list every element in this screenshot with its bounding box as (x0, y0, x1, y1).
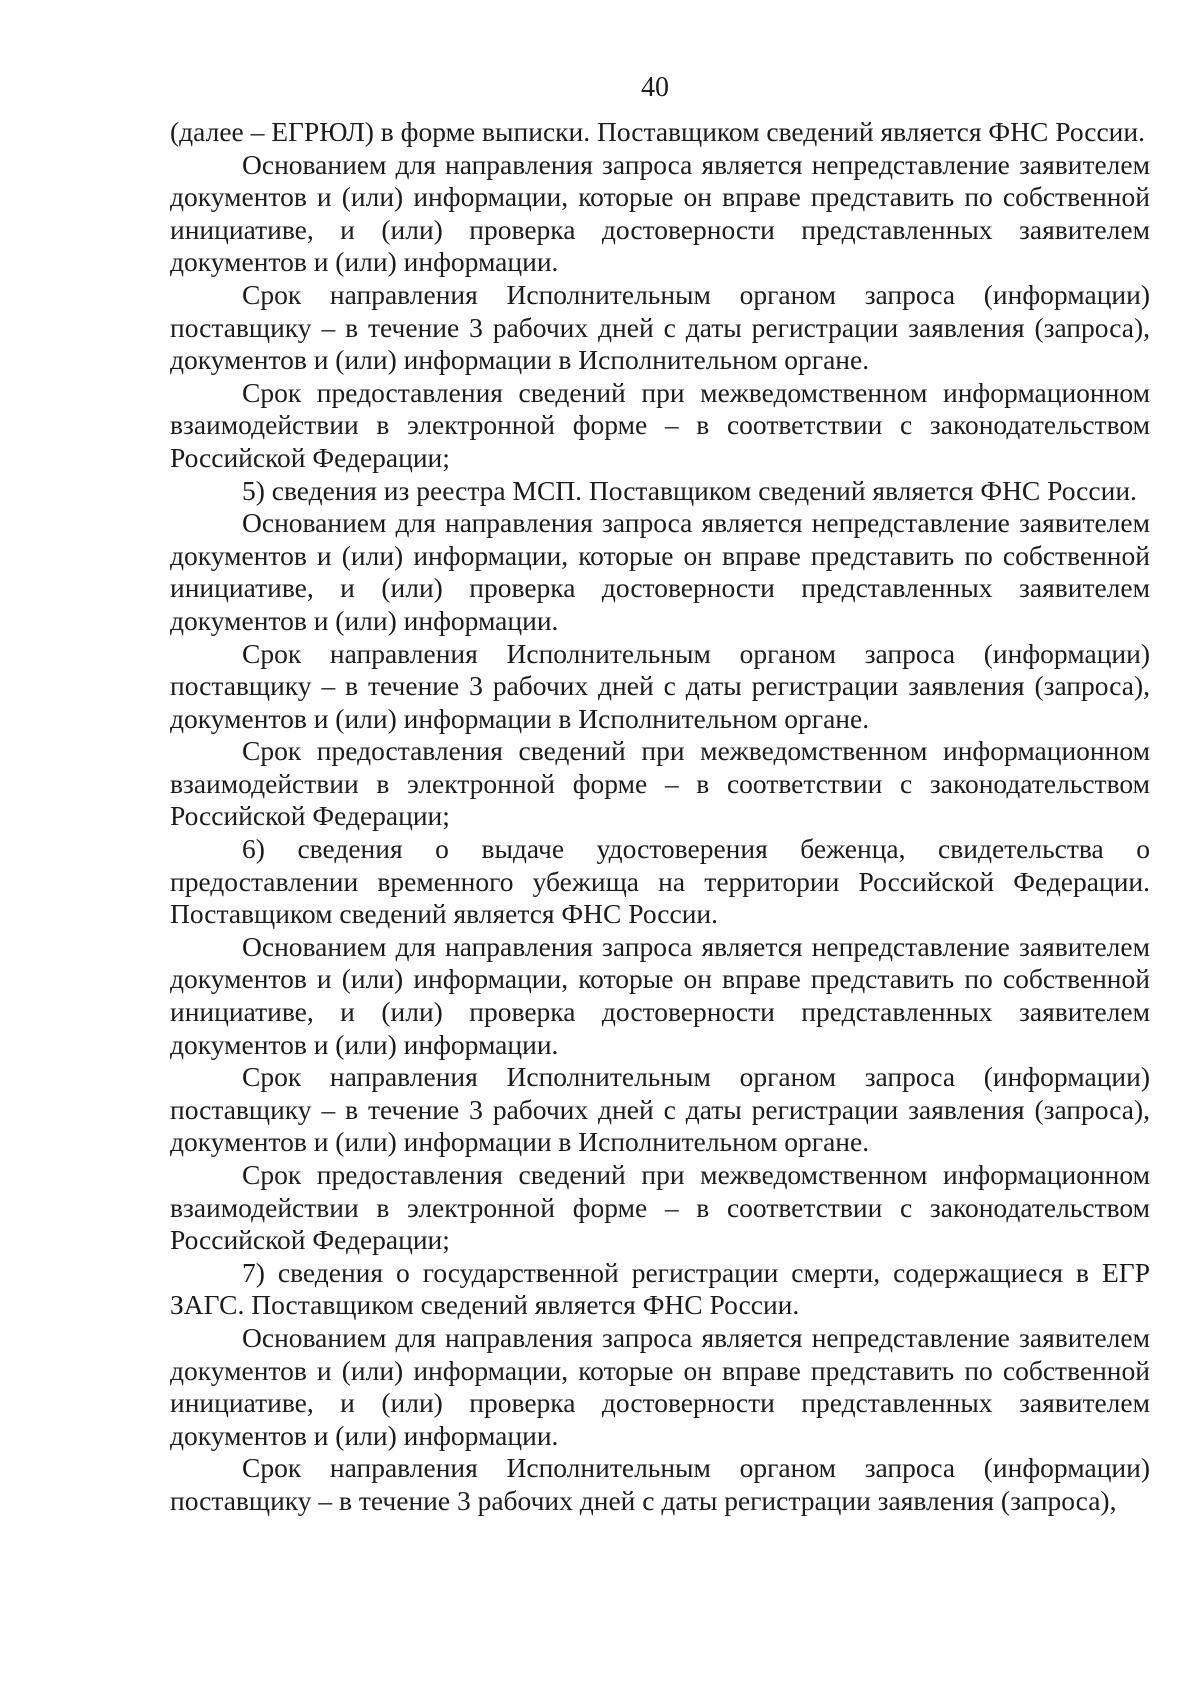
paragraph-request-basis: Основанием для направления запроса является непредставление заявителем документов и (или) информации, которые он вправе представить по собственной инициативе, и (или) проверка достоверности представленных заявителем документов и (или) информации. (170, 507, 1150, 636)
paragraph-request-deadline: Срок направления Исполнительным органом запроса (информации) поставщику – в течение 3 рабочих дней с даты регистрации заявления (запроса), документов и (или) информации в Исполнительном органе. (170, 637, 1150, 734)
paragraph-response-deadline: Срок предоставления сведений при межведомственном информационном взаимодействии в электронной форме – в соответствии с законодательством Российской Федерации; (170, 376, 1150, 473)
paragraph-request-deadline: Срок направления Исполнительным органом запроса (информации) поставщику – в течение 3 рабочих дней с даты регистрации заявления (запроса), документов и (или) информации в Исполнительном органе. (170, 278, 1150, 376)
page-number: 40 (641, 72, 669, 103)
paragraph-request-deadline: Срок направления Исполнительным органом запроса (информации) поставщику – в течение 3 рабочих дней с даты регистрации заявления (запроса), документов и (или) информации в Исполнительном органе. (170, 1061, 1150, 1158)
paragraph-item-7-death-registration: 7) сведения о государственной регистрации смерти, содержащиеся в ЕГР ЗАГС. Поставщиком сведений является ФНС России. (170, 1256, 1150, 1321)
paragraph-item-6-refugee: 6) сведения о выдаче удостоверения беженца, свидетельства о предоставлении временного убежища на территории Российской Федерации. Поставщиком сведений является ФНС России. (170, 833, 1150, 930)
paragraph-response-deadline: Срок предоставления сведений при межведомственном информационном взаимодействии в электронной форме – в соответствии с законодательством Российской Федерации; (170, 1159, 1150, 1256)
paragraph-egrul-continuation: (далее – ЕГРЮЛ) в форме выписки. Поставщиком сведений является ФНС России. (170, 116, 1145, 147)
paragraph-item-5-msp: 5) сведения из реестра МСП. Поставщиком сведений является ФНС России. (242, 474, 1137, 506)
paragraph-request-basis: Основанием для направления запроса является непредставление заявителем документов и (или) информации, которые он вправе представить по собственной инициативе, и (или) проверка достоверности представленных заявителем документов и (или) информации. (170, 1321, 1150, 1451)
document-body (170, 116, 1150, 1518)
paragraph-request-deadline: Срок направления Исполнительным органом запроса (информации) поставщику – в течение 3 рабочих дней с даты регистрации заявления (запроса), (170, 1452, 1150, 1516)
paragraph-request-basis: Основанием для направления запроса является непредставление заявителем документов и (или) информации, которые он вправе представить по собственной инициативе, и (или) проверка достоверности представленных заявителем документов и (или) информации. (170, 148, 1150, 278)
paragraph-response-deadline: Срок предоставления сведений при межведомственном информационном взаимодействии в электронной форме – в соответствии с законодательством Российской Федерации; (170, 735, 1150, 832)
paragraph-request-basis: Основанием для направления запроса является непредставление заявителем документов и (или) информации, которые он вправе представить по собственной инициативе, и (или) проверка достоверности представленных заявителем документов и (или) информации. (170, 930, 1150, 1060)
